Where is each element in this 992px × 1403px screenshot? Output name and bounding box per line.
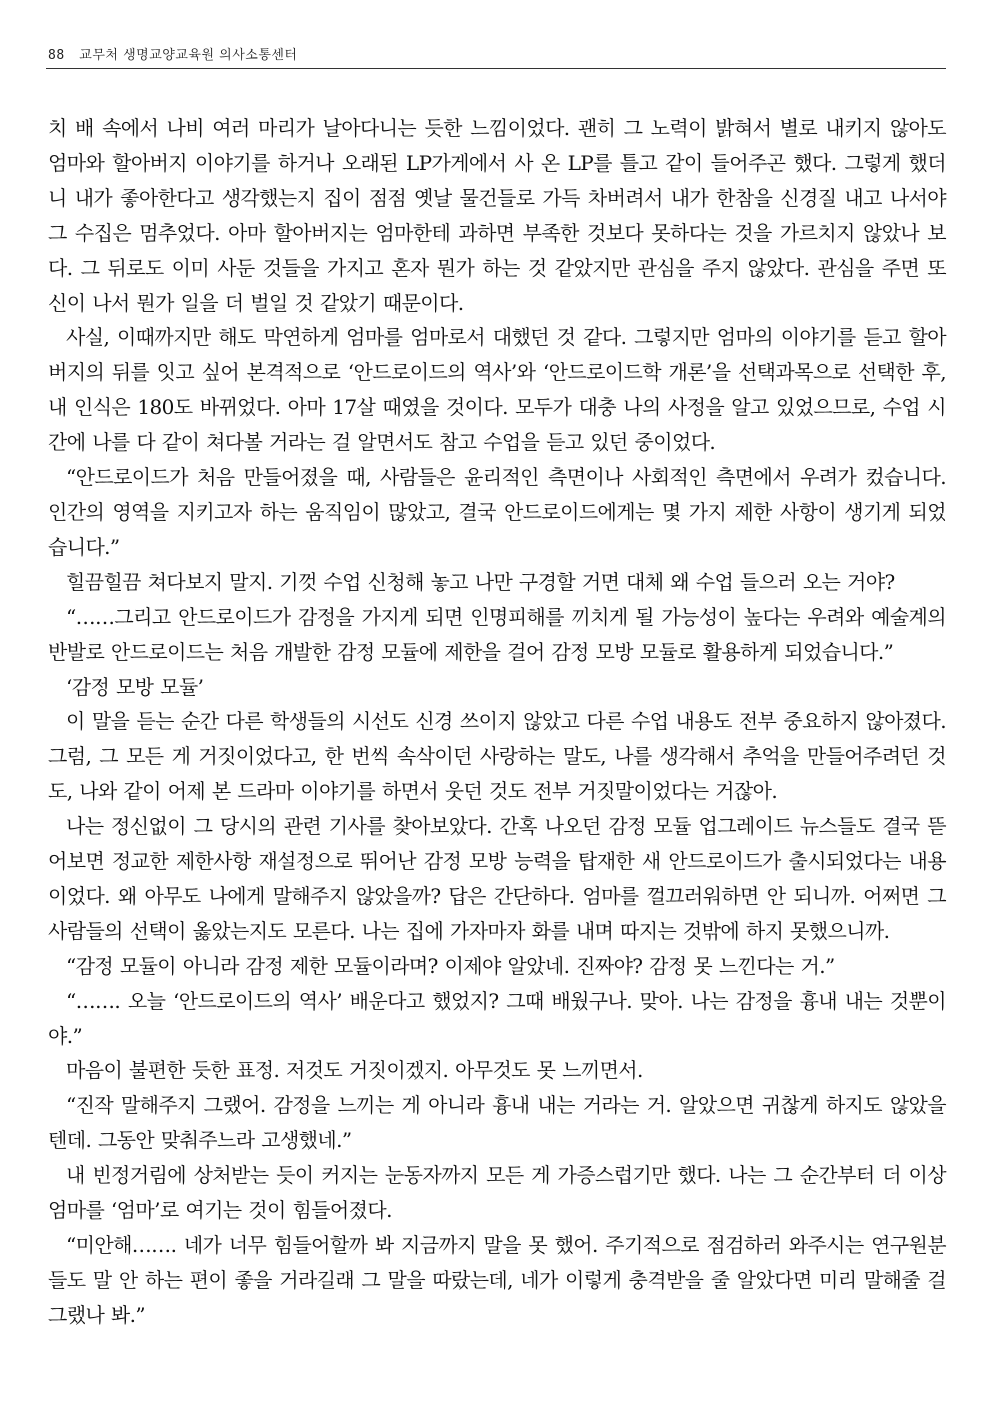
page-number: 88 (48, 48, 65, 63)
paragraph: “……그리고 안드로이드가 감정을 가지게 되면 인명피해를 끼치게 될 가능성이 높다는 우려와 예술계의 반발로 안드로이드는 처음 개발한 감정 모듈에 제한을 걸어 감정 모방 모듈로 활용하게 되었습니다.” (48, 604, 946, 664)
paragraph: 힐끔힐끔 쳐다보지 말지. 기껏 수업 신청해 놓고 나만 구경할 거면 대체 왜 수업 들으러 오는 거야? (66, 569, 895, 594)
paragraph: 나는 정신없이 그 당시의 관련 기사를 찾아보았다. 간혹 나오던 감정 모듈 업그레이드 뉴스들도 결국 뜯어보면 정교한 제한사항 재설정으로 뛰어난 감정 모방 능력을 탑재한 새 안드로이드가 출시되었다는 내용이었다. 왜 아무도 나에게 말해주지 않았을까? 답은 간단하다. 엄마를 껄끄러워하면 안 되니까. 어쩌면 그 사람들의 선택이 옳았는지도 모른다. 나는 집에 가자마자 화를 내며 따지는 것밖에 하지 못했으니까. (48, 814, 946, 943)
paragraph: 이 말을 듣는 순간 다른 학생들의 시선도 신경 쓰이지 않았고 다른 수업 내용도 전부 중요하지 않아졌다. 그럼, 그 모든 게 거짓이었다고, 한 번씩 속삭이던 사랑하는 말도, 나를 생각해서 추억을 만들어주려던 것도, 나와 같이 어제 본 드라마 이야기를 하면서 웃던 것도 전부 거짓말이었다는 거잖아. (48, 709, 946, 804)
paragraph: “안드로이드가 처음 만들어졌을 때, 사람들은 윤리적인 측면이나 사회적인 측면에서 우려가 컸습니다. 인간의 영역을 지키고자 하는 움직임이 많았고, 결국 안드로이드에게는 몇 가지 제한 사항이 생기게 되었습니다.” (48, 465, 946, 559)
running-title: 교무처 생명교양교육원 의사소통센터 (79, 48, 298, 63)
page-header (48, 44, 946, 66)
paragraph: 치 배 속에서 나비 여러 마리가 날아다니는 듯한 느낌이었다. 괜히 그 노력이 밝혀서 별로 내키지 않아도 엄마와 할아버지 이야기를 하거나 오래된 LP가게에서 사 온 LP를 틀고 같이 들어주곤 했다. 그렇게 했더니 내가 좋아한다고 생각했는지 집이 점점 옛날 물건들로 가득 차버려서 내가 한참을 신경질 내고 나서야 그 수집은 멈추었다. 아마 할아버지는 엄마한테 과하면 부족한 것보다 못하다는 것을 가르치지 않았나 보다. 그 뒤로도 이미 사둔 것들을 가지고 혼자 뭔가 하는 것 같았지만 관심을 주지 않았다. 관심을 주면 또 신이 나서 뭔가 일을 더 벌일 것 같았기 때문이다. (48, 116, 946, 315)
body-text (48, 111, 946, 1333)
paragraph: “진작 말해주지 그랬어. 감정을 느끼는 게 아니라 흉내 내는 거라는 거. 알았으면 귀찮게 하지도 않았을 텐데. 그동안 맞춰주느라 고생했네.” (48, 1093, 946, 1153)
header-rule (46, 68, 946, 69)
paragraph: 마음이 불편한 듯한 표정. 저것도 거짓이겠지. 아무것도 못 느끼면서. (66, 1058, 643, 1083)
paragraph: ‘감정 모방 모듈’ (66, 674, 204, 699)
paragraph: “감정 모듈이 아니라 감정 제한 모듈이라며? 이제야 알았네. 진짜야? 감정 못 느낀다는 거.” (66, 953, 835, 978)
paragraph: “……. 오늘 ‘안드로이드의 역사’ 배운다고 했었지? 그때 배웠구나. 맞아. 나는 감정을 흉내 내는 것뿐이야.” (48, 988, 946, 1048)
paragraph: “미안해……. 네가 너무 힘들어할까 봐 지금까지 말을 못 했어. 주기적으로 점검하러 와주시는 연구원분들도 말 안 하는 편이 좋을 거라길래 그 말을 따랐는데, 네가 이렇게 충격받을 줄 알았다면 미리 말해줄 걸 그랬나 봐.” (48, 1233, 946, 1327)
paragraph: 내 빈정거림에 상처받는 듯이 커지는 눈동자까지 모든 게 가증스럽기만 했다. 나는 그 순간부터 더 이상 엄마를 ‘엄마’로 여기는 것이 힘들어졌다. (48, 1163, 946, 1223)
paragraph: 사실, 이때까지만 해도 막연하게 엄마를 엄마로서 대했던 것 같다. 그렇지만 엄마의 이야기를 듣고 할아버지의 뒤를 잇고 싶어 본격적으로 ‘안드로이드의 역사’와 ‘안드로이드학 개론’을 선택과목으로 선택한 후, 내 인식은 180도 바뀌었다. 아마 17살 때였을 것이다. 모두가 대충 나의 사정을 알고 있었으므로, 수업 시간에 나를 다 같이 쳐다볼 거라는 걸 알면서도 참고 수업을 듣고 있던 중이었다. (48, 325, 946, 455)
